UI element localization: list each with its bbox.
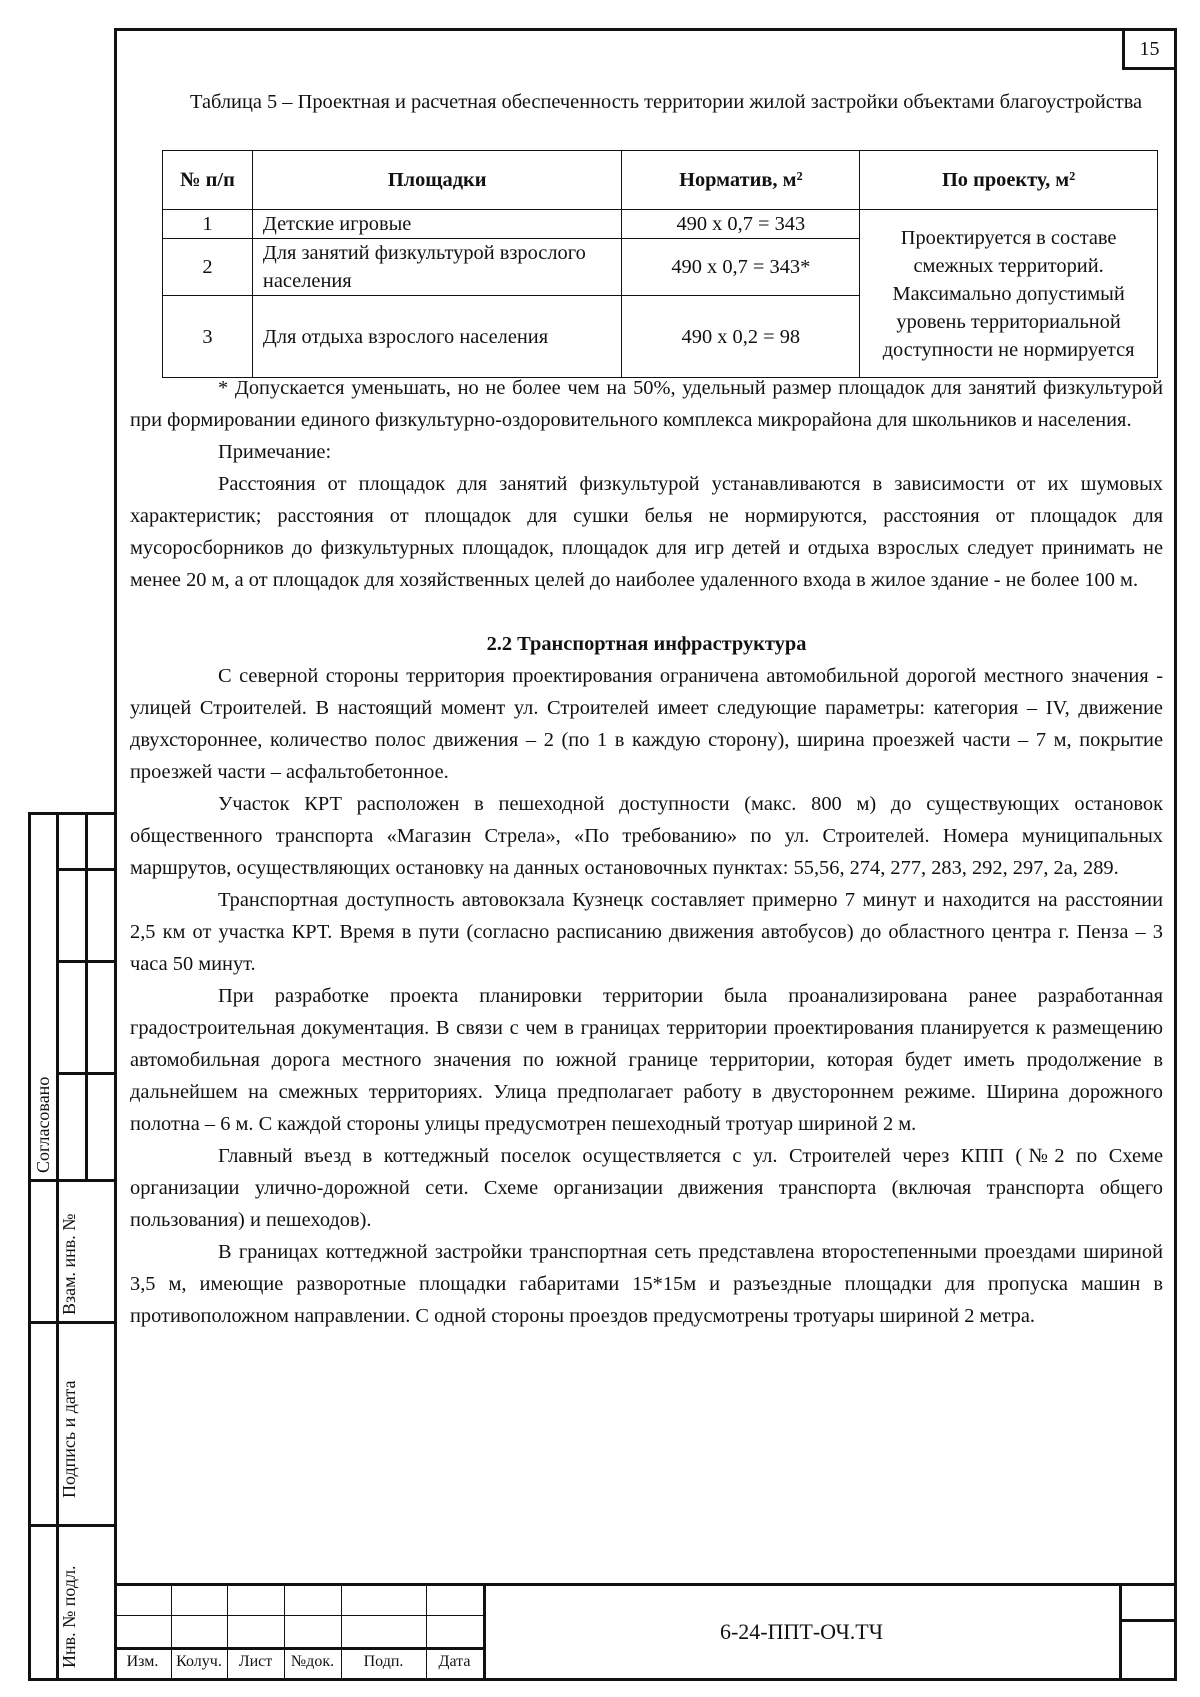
label-sign-date: Подпись и дата <box>59 1380 79 1498</box>
footnote: * Допускается уменьшать, но не более чем на 50%, удельный размер площадок для занятий физкультурой при формировании единого физкультурно-оздоровительного комплекса микрорайона для школьников и населения. <box>130 377 1163 431</box>
label-vzam-inv: Взам. инв. № <box>59 1213 79 1315</box>
paragraph: Участок КРТ расположен в пешеходной доступности (макс. 800 м) до существующих остановок общественного транспорта «Магазин Стрела», «По требованию» по ул. Строителей. Номера муниципальных маршрутов, осуществляющих остановку на данных остановочных пунктах: 55,56, 274, 277, 283, 292, 297, 2а, 289. <box>130 793 1163 879</box>
body-text <box>130 372 1163 1332</box>
row-num: 2 <box>163 239 253 296</box>
header-num: № п/п <box>163 151 253 210</box>
label-inv-podl: Инв. № подл. <box>59 1565 79 1668</box>
row-num: 1 <box>163 210 253 239</box>
title-block <box>114 1583 1177 1681</box>
paragraph: Главный въезд в коттеджный поселок осуществляется с ул. Строителей через КПП (№2 по Схеме организации улично-дорожной сети. Схеме организации движения транспорта (включая транспорта общего пользования) и пешеходов). <box>130 1145 1163 1231</box>
paragraph: Транспортная доступность автовокзала Кузнецк составляет примерно 7 минут и находится на расстоянии 2,5 км от участка КРТ. Время в пути (согласно расписанию движения автобусов) до областного центра г. Пенза – 3 часа 50 минут. <box>130 889 1163 975</box>
paragraph: С северной стороны территория проектирования ограничена автомобильной дорогой местного значения - улицей Строителей. В настоящий момент ул. Строителей имеет следующие параметры: категория – IV, движение двухстороннее, количество полос движения – 2 (по 1 в каждую сторону), ширина проезжей части – 7 м, покрытие проезжей части – асфальтобетонное. <box>130 665 1163 783</box>
tb-label-koluch: Колуч. <box>176 1653 222 1670</box>
note-text: Расстояния от площадок для занятий физкультурой устанавливаются в зависимости от их шумовых характеристик; расстояния от площадок для сушки белья не нормируются, расстояния от площадок для мусоросборников до физкультурных площадок, площадок для игр детей и отдыха взрослых следует принимать не менее 20 м, а от площадок для хозяйственных целей до наиболее удаленного входа в жилое здание - не более 100 м. <box>130 473 1163 591</box>
row-name: Для отдыха взрослого населения <box>252 296 622 378</box>
table-row <box>163 210 1158 239</box>
header-norm: Норматив, м² <box>622 151 860 210</box>
project-merged-cell: Проектируется в составе смежных территорий. Максимально допустимый уровень территориальной доступности не нормируется <box>860 210 1158 378</box>
table-header-row <box>163 151 1158 210</box>
tb-label-list: Лист <box>238 1653 273 1670</box>
page-number: 15 <box>1122 28 1177 70</box>
tb-label-ndok: №док. <box>290 1653 335 1670</box>
paragraph: В границах коттеджной застройки транспортная сеть представлена второстепенными проездами шириной 3,5 м, имеющие разворотные площадки габаритами 15*15м и разъездные площадки для пропуска машин в противоположном направлении. С одной стороны проездов предусмотрены тротуары шириной 2 метра. <box>130 1241 1163 1327</box>
section-title: 2.2 Транспортная инфраструктура <box>486 633 807 655</box>
row-norm: 490 х 0,7 = 343* <box>622 239 860 296</box>
table-caption: Таблица 5 – Проектная и расчетная обеспеченность территории жилой застройки объектами благоустройства <box>190 91 1143 113</box>
header-project: По проекту, м² <box>860 151 1158 210</box>
document-code: 6-24-ППТ-ОЧ.ТЧ <box>719 1619 884 1644</box>
tb-label-izm: Изм. <box>126 1653 159 1670</box>
row-name: Для занятий физкультурой взрослого населения <box>252 239 622 296</box>
row-name: Детские игровые <box>252 210 622 239</box>
row-norm: 490 х 0,7 = 343 <box>622 210 860 239</box>
table-caption-block <box>130 86 1163 118</box>
row-norm: 490 х 0,2 = 98 <box>622 296 860 378</box>
tb-label-data: Дата <box>438 1653 471 1670</box>
note-label: Примечание: <box>218 441 332 463</box>
table-5 <box>162 150 1158 378</box>
row-num: 3 <box>163 296 253 378</box>
paragraph: При разработке проекта планировки территории была проанализирована ранее разработанная градостроительная документация. В связи с чем в границах территории проектирования планируется к размещению автомобильная дорога местного значения по южной границе территории, которая будет иметь продолжение в дальнейшем на смежных территориях. Улица предполагает работу в двустороннем режиме. Ширина дорожного полотна – 6 м. С каждой стороны улицы предусмотрен пешеходный тротуар шириной 2 м. <box>130 985 1163 1135</box>
tb-label-podp: Подп. <box>363 1653 404 1670</box>
label-agreed: Согласовано <box>33 1076 53 1173</box>
header-name: Площадки <box>252 151 622 210</box>
